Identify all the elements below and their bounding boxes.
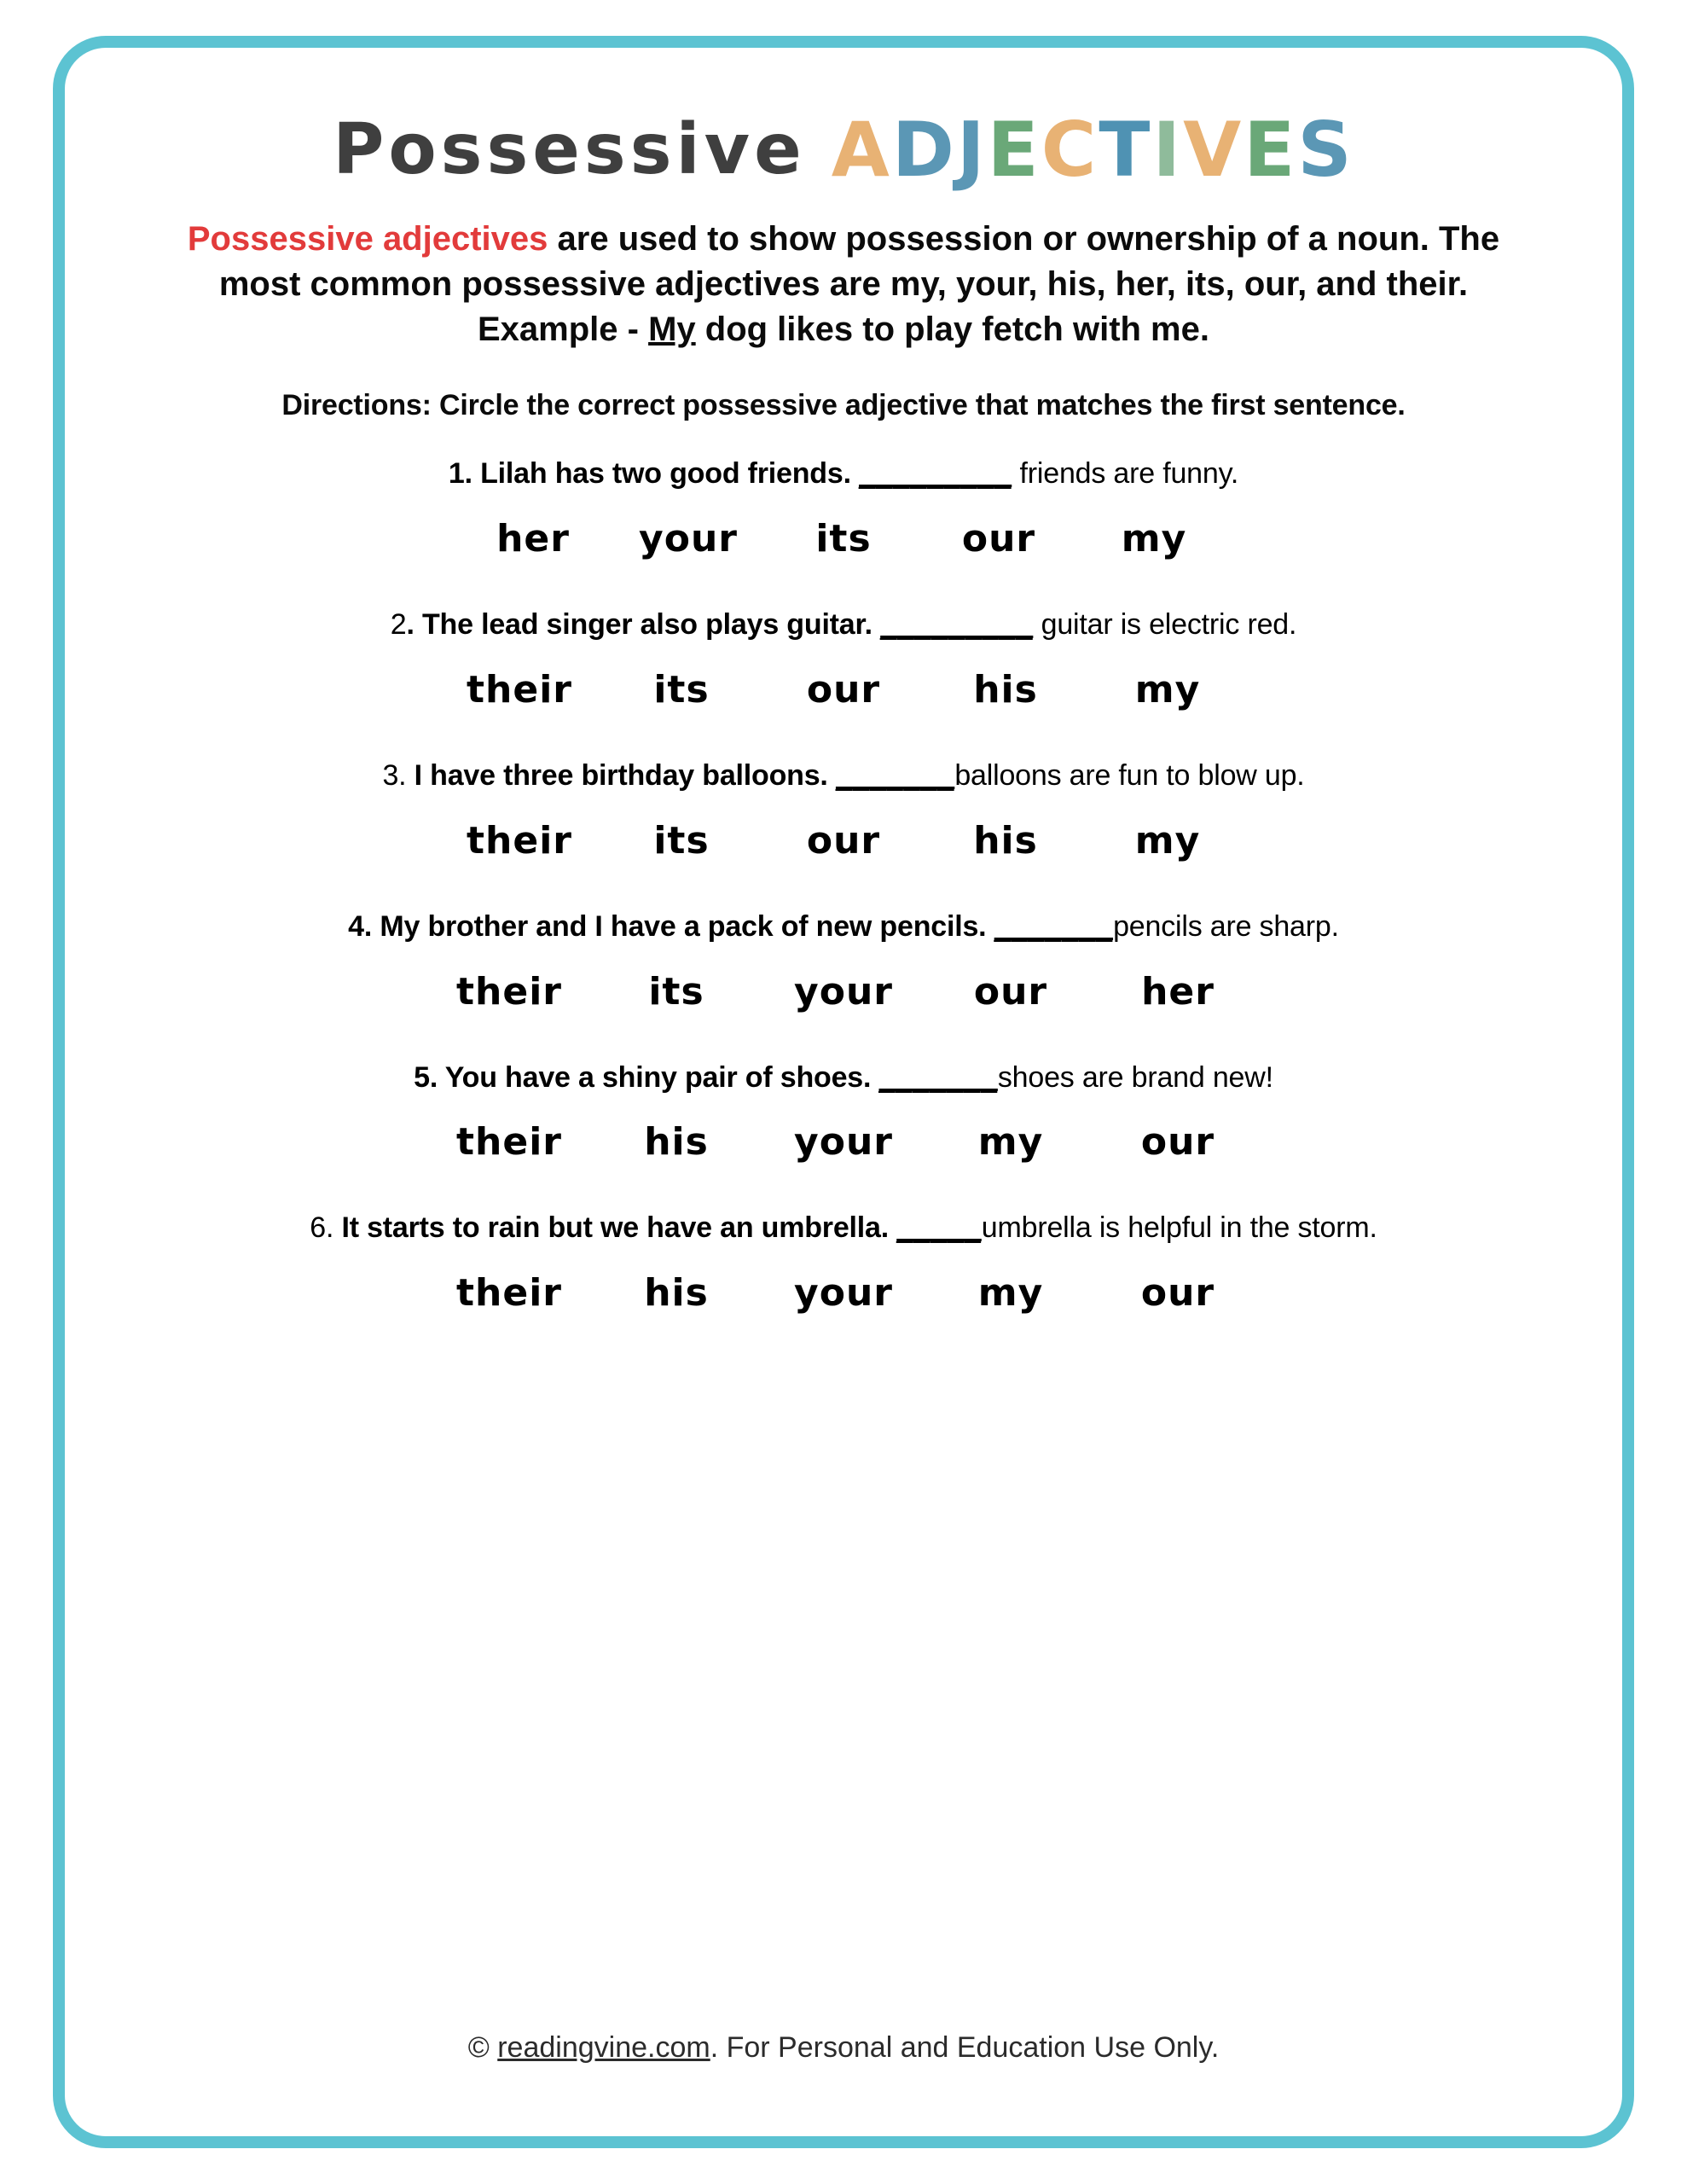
title-letter-7: V xyxy=(1183,106,1244,194)
answer-options-3 xyxy=(104,818,1583,863)
answer-option-5-your[interactable]: your xyxy=(794,1120,893,1165)
answer-option-4-her[interactable]: her xyxy=(1141,969,1215,1014)
title-letter-4: C xyxy=(1041,106,1099,194)
question-first-sentence-1: Lilah has two good friends. xyxy=(472,457,860,491)
question-block-2 xyxy=(104,607,1583,712)
answer-blank-2[interactable]: _________ xyxy=(880,608,1034,642)
title-letter-5: T xyxy=(1099,106,1153,194)
question-number-4: 4. xyxy=(348,909,373,943)
answer-option-2-their[interactable]: their xyxy=(467,667,572,712)
worksheet-border-frame xyxy=(53,36,1634,2148)
answer-option-2-his[interactable]: his xyxy=(973,667,1038,712)
title-letter-3: E xyxy=(987,106,1041,194)
answer-option-6-his[interactable]: his xyxy=(644,1271,709,1316)
answer-options-2 xyxy=(104,667,1583,712)
answer-options-4 xyxy=(104,969,1583,1014)
title-letter-2: J xyxy=(956,106,988,194)
answer-option-4-our[interactable]: our xyxy=(973,969,1048,1014)
question-number-5: 5. xyxy=(414,1060,438,1094)
question-block-1 xyxy=(104,456,1583,561)
answer-options-5 xyxy=(104,1120,1583,1165)
intro-text-part2: dog likes to play fetch with me. xyxy=(695,310,1209,348)
question-block-3 xyxy=(104,758,1583,863)
footer-credit xyxy=(65,2031,1622,2065)
question-first-sentence-3: I have three birthday balloons. xyxy=(406,758,836,792)
answer-option-1-my[interactable]: my xyxy=(1121,517,1187,561)
worksheet-sheet xyxy=(65,48,1622,2136)
questions-list xyxy=(104,456,1583,1316)
answer-option-5-my[interactable]: my xyxy=(977,1120,1044,1165)
question-block-6 xyxy=(104,1211,1583,1316)
intro-highlight: Possessive adjectives xyxy=(187,220,548,258)
question-block-5 xyxy=(104,1060,1583,1165)
question-sentence-4 xyxy=(104,909,1583,944)
question-sentence-3 xyxy=(104,758,1583,793)
answer-option-3-their[interactable]: their xyxy=(467,818,572,863)
answer-option-4-their[interactable]: their xyxy=(456,969,562,1014)
title-letter-9: S xyxy=(1297,106,1354,194)
intro-underlined-my: My xyxy=(648,310,696,348)
answer-option-3-its[interactable]: its xyxy=(653,818,710,863)
answer-option-1-her[interactable]: her xyxy=(496,517,570,561)
question-second-sentence-4: pencils are sharp. xyxy=(1113,909,1339,943)
question-second-sentence-3: balloons are fun to blow up. xyxy=(954,758,1305,792)
question-sentence-1 xyxy=(104,456,1583,491)
answer-option-3-our[interactable]: our xyxy=(806,818,881,863)
question-first-sentence-5: You have a shiny pair of shoes. xyxy=(438,1060,879,1094)
title-letter-8: E xyxy=(1244,106,1298,194)
footer-site-link[interactable]: readingvine.com xyxy=(497,2031,710,2064)
directions-line: Directions: Circle the correct possessive adjective that matches the first sentence. xyxy=(281,389,1406,422)
answer-option-4-your[interactable]: your xyxy=(794,969,893,1014)
answer-blank-1[interactable]: _________ xyxy=(859,457,1012,491)
answer-options-1 xyxy=(104,517,1583,561)
question-sentence-6 xyxy=(104,1211,1583,1246)
answer-blank-6[interactable]: _____ xyxy=(896,1211,982,1245)
title-letter-0: A xyxy=(831,106,892,194)
answer-option-5-their[interactable]: their xyxy=(456,1120,562,1165)
intro-paragraph xyxy=(104,217,1583,351)
answer-options-6 xyxy=(104,1271,1583,1316)
answer-option-6-my[interactable]: my xyxy=(977,1271,1044,1316)
answer-option-1-our[interactable]: our xyxy=(961,517,1036,561)
question-first-sentence-2: The lead singer also plays guitar. xyxy=(414,608,881,642)
answer-option-3-his[interactable]: his xyxy=(973,818,1038,863)
answer-blank-4[interactable]: _______ xyxy=(994,909,1114,943)
answer-option-6-our[interactable]: our xyxy=(1140,1271,1215,1316)
title-word-possessive: Possessive xyxy=(333,109,806,190)
copyright-symbol: © xyxy=(467,2031,490,2064)
answer-option-1-its[interactable]: its xyxy=(815,517,872,561)
answer-option-5-our[interactable]: our xyxy=(1140,1120,1215,1165)
question-second-sentence-6: umbrella is helpful in the storm. xyxy=(981,1211,1377,1245)
answer-option-5-his[interactable]: his xyxy=(644,1120,709,1165)
title-word-adjectives xyxy=(831,106,1354,194)
question-second-sentence-1: friends are funny. xyxy=(1012,457,1239,491)
answer-option-2-its[interactable]: its xyxy=(653,667,710,712)
question-number-6: 6. xyxy=(310,1211,334,1245)
question-number-1: 1. xyxy=(448,457,472,491)
title-letter-6: I xyxy=(1152,106,1184,194)
answer-option-6-their[interactable]: their xyxy=(456,1271,562,1316)
question-number-3: 3. xyxy=(382,758,407,792)
footer-rest-text: . For Personal and Education Use Only. xyxy=(710,2031,1220,2064)
question-second-sentence-5: shoes are brand new! xyxy=(997,1060,1273,1094)
question-second-sentence-2: guitar is electric red. xyxy=(1033,608,1297,642)
question-first-sentence-6: It starts to rain but we have an umbrella. xyxy=(333,1211,897,1245)
question-first-sentence-4: My brother and I have a pack of new pencils. xyxy=(372,909,994,943)
question-sentence-5 xyxy=(104,1060,1583,1095)
question-sentence-2 xyxy=(104,607,1583,642)
answer-option-2-our[interactable]: our xyxy=(806,667,881,712)
question-number-suffix-2: . xyxy=(406,608,415,642)
question-number-2: 2 xyxy=(390,608,407,642)
answer-option-3-my[interactable]: my xyxy=(1134,818,1201,863)
intro-text-part1: are used to show possession or ownership of a noun. The most common possessive adjectives are my, your, his, her, its, our, and their. Example - xyxy=(218,220,1500,348)
answer-option-4-its[interactable]: its xyxy=(648,969,704,1014)
answer-option-1-your[interactable]: your xyxy=(639,517,738,561)
title-letter-1: D xyxy=(891,106,957,194)
answer-option-6-your[interactable]: your xyxy=(794,1271,893,1316)
question-block-4 xyxy=(104,909,1583,1014)
page-title xyxy=(104,106,1583,194)
answer-option-2-my[interactable]: my xyxy=(1134,667,1201,712)
answer-blank-3[interactable]: _______ xyxy=(835,758,955,792)
answer-blank-5[interactable]: _______ xyxy=(878,1060,998,1094)
